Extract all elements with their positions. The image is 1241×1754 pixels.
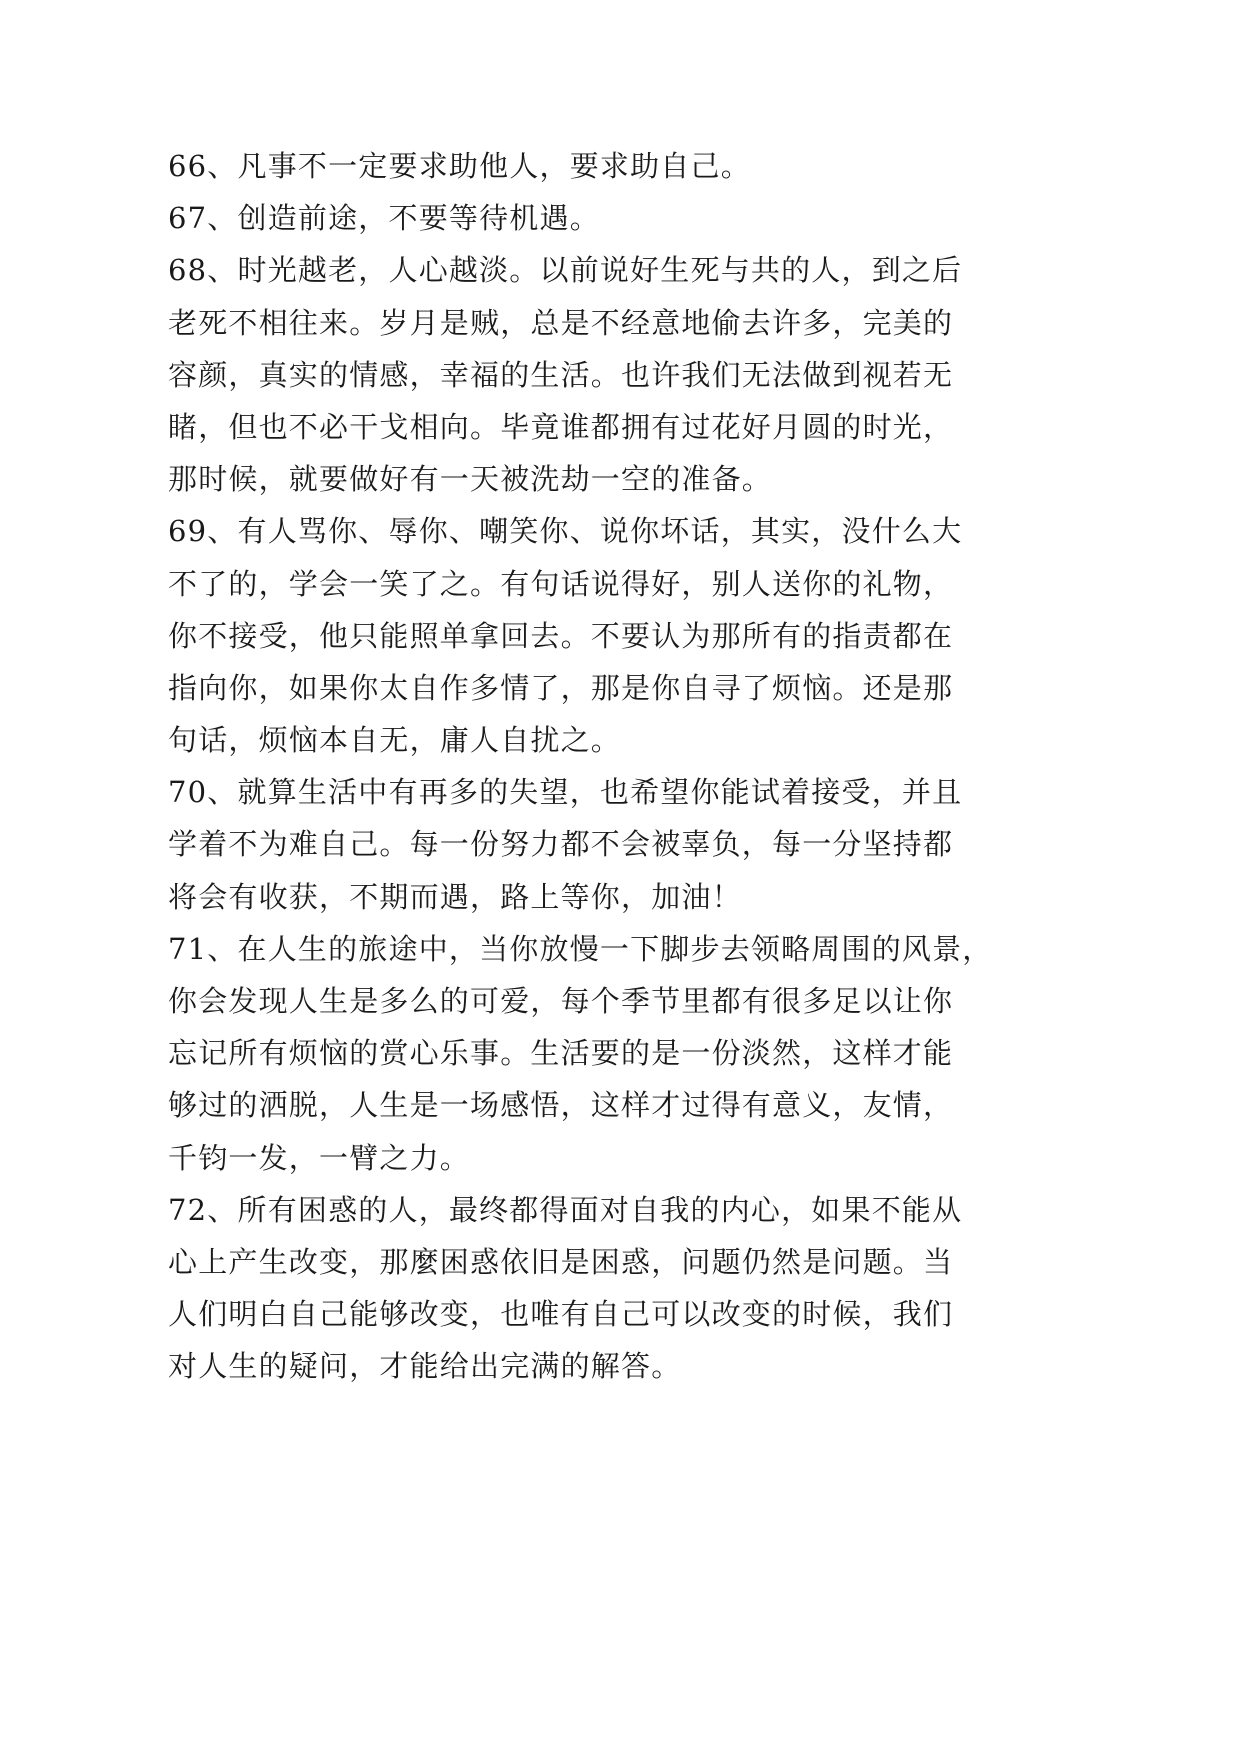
text-line: 够过的洒脱，人生是一场感悟，这样才过得有意义，友情， <box>168 1088 954 1123</box>
text-line: 人们明白自己能够改变，也唯有自己可以改变的时候，我们 <box>168 1297 954 1332</box>
text-line: 句话，烦恼本自无，庸人自扰之。 <box>168 723 622 758</box>
paragraph-69 <box>168 505 963 766</box>
text-line: 69、有人骂你、辱你、嘲笑你、说你坏话，其实，没什么大 <box>168 514 963 549</box>
text-line: 千钧一发，一臂之力。 <box>168 1140 471 1175</box>
text-line: 68、时光越老，人心越淡。以前说好生死与共的人，到之后 <box>168 253 963 288</box>
text-line: 对人生的疑问，才能给出完满的解答。 <box>168 1349 682 1384</box>
text-line: 72、所有困惑的人，最终都得面对自我的内心，如果不能从 <box>168 1192 963 1227</box>
text-line: 老死不相往来。岁月是贼，总是不经意地偷去许多，完美的 <box>168 305 954 340</box>
text-line: 容颜，真实的情感，幸福的生活。也许我们无法做到视若无 <box>168 357 954 392</box>
text-line: 不了的，学会一笑了之。有句话说得好，别人送你的礼物， <box>168 566 954 601</box>
text-line: 将会有收获，不期而遇，路上等你，加油！ <box>168 879 742 914</box>
text-line: 你会发现人生是多么的可爱，每个季节里都有很多足以让你 <box>168 984 954 1018</box>
text-line: 心上产生改变，那麼困惑依旧是困惑，问题仍然是问题。当 <box>168 1244 954 1279</box>
text-line: 70、就算生活中有再多的失望，也希望你能试着接受，并且 <box>168 775 963 810</box>
text-line: 指向你，如果你太自作多情了，那是你自寻了烦恼。还是那 <box>168 670 954 705</box>
text-line: 66、凡事不一定要求助他人，要求助自己。 <box>168 149 751 183</box>
document-body <box>168 140 993 1393</box>
text-line: 睹，但也不必干戈相向。毕竟谁都拥有过花好月圆的时光， <box>168 409 954 444</box>
paragraph-71 <box>168 923 993 1184</box>
text-line: 71、在人生的旅途中，当你放慢一下脚步去领略周围的风景， <box>168 931 993 966</box>
text-line: 那时候，就要做好有一天被洗劫一空的准备。 <box>168 462 773 497</box>
text-line: 你不接受，他只能照单拿回去。不要认为那所有的指责都在 <box>168 618 954 653</box>
paragraph-68 <box>168 244 963 505</box>
paragraph-70 <box>168 766 963 923</box>
paragraph-72 <box>168 1184 963 1393</box>
paragraph-67 <box>168 192 958 244</box>
text-line: 忘记所有烦恼的赏心乐事。生活要的是一份淡然，这样才能 <box>168 1036 954 1071</box>
text-line: 学着不为难自己。每一份努力都不会被辜负，每一分坚持都 <box>168 827 954 862</box>
paragraph-66 <box>168 140 958 192</box>
text-line: 67、创造前途，不要等待机遇。 <box>168 201 600 236</box>
